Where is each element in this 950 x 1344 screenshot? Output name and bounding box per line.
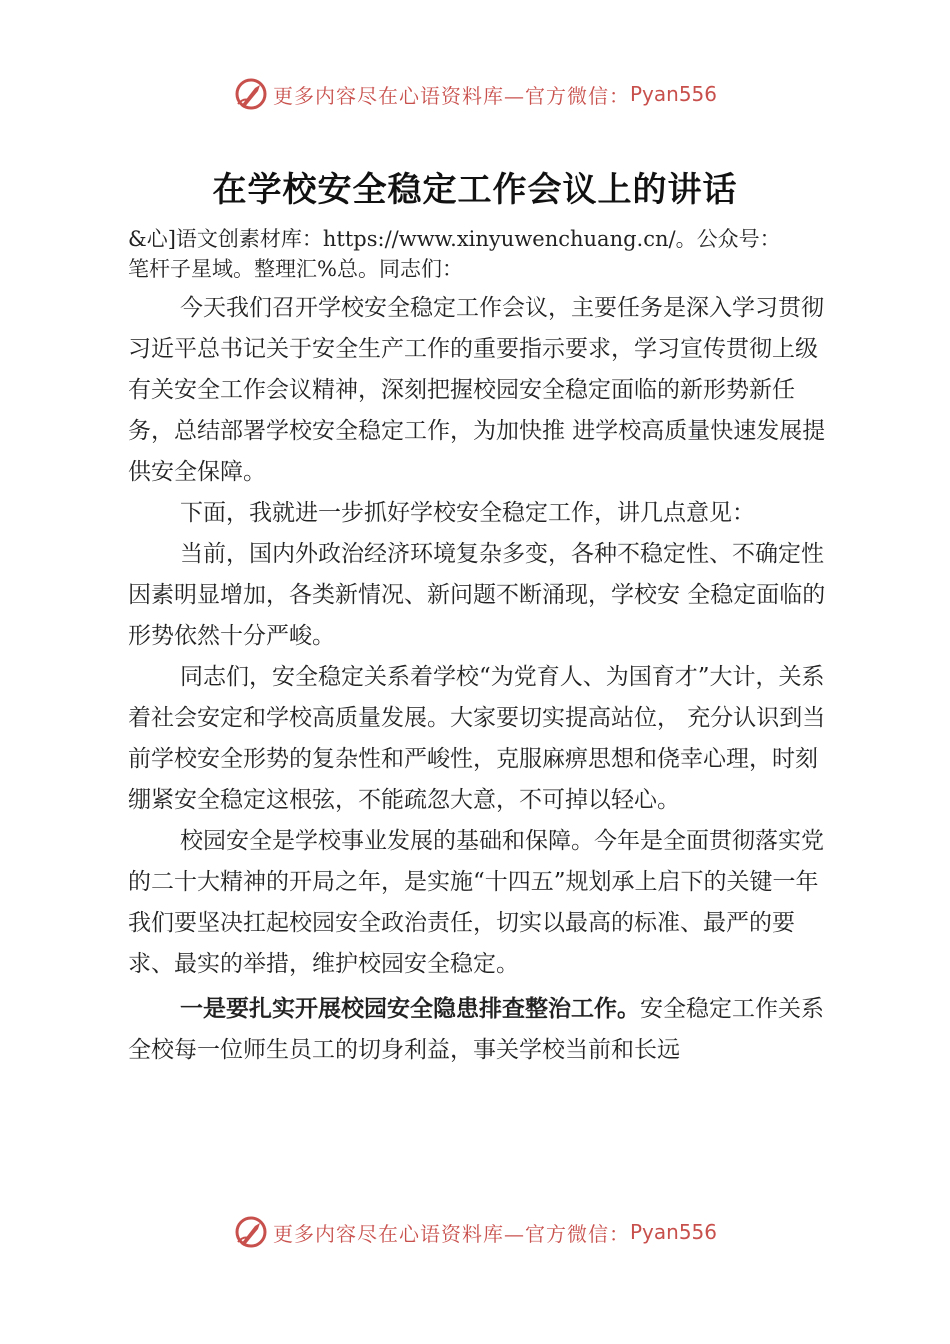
- paragraph: 下面，我就进一步抓好学校安全稳定工作，讲几点意见：: [180, 500, 755, 526]
- source-note: [128, 224, 868, 284]
- header-banner: [0, 72, 950, 116]
- header-wechat-id: Pyan556: [629, 82, 717, 106]
- pen-nib-logo-icon: [233, 76, 269, 112]
- footer-banner-text: 更多内容尽在心语资料库—官方微信：: [272, 1221, 630, 1246]
- paragraph: 同志们，安全稳定关系着学校“为党育人、为国育才”大计，关系着社会安定和学校高质量发展。大家要切实提高站位， 充分认识到当前学校安全形势的复杂性和严峻性，克服麻痹思想和侥幸心理，时刻绷紧安全稳定这根弦，不能疏忽大意，不可掉以轻心。: [128, 664, 826, 813]
- document-title: 在学校安全稳定工作会议上的讲话: [212, 170, 738, 210]
- paragraph: 今天我们召开学校安全稳定工作会议，主要任务是深入学习贯彻习近平总书记关于安全生产工作的重要指示要求，学习宣传贯彻上级有关安全工作会议精神，深刻把握校园安全稳定面临的新形势新任务，总结部署学校安全稳定工作，为加快推 进学校高质量快速发展提供安全保障。: [128, 295, 826, 485]
- point-one-paragraph: [128, 989, 828, 1071]
- paragraph: 校园安全是学校事业发展的基础和保障。今年是全面贯彻落实党的二十大精神的开局之年，是实施“十四五”规划承上启下的关键一年我们要坚决扛起校园安全政治责任，切实以最高的标准、最严的要求、最实的举措，维护校园安全稳定。: [128, 828, 824, 977]
- footer-banner: [0, 1210, 950, 1254]
- paragraph: 当前，国内外政治经济环境复杂多变，各种不稳定性、不确定性因素明显增加，各类新情况、新问题不断涌现，学校安 全稳定面临的形势依然十分严峻。: [128, 541, 826, 649]
- document-body: [128, 288, 828, 1071]
- pen-nib-logo-icon: [233, 1214, 269, 1250]
- point-one-heading: 一是要扎实开展校园安全隐患排查整治工作。: [180, 996, 640, 1022]
- header-banner-text: 更多内容尽在心语资料库—官方微信：: [272, 83, 630, 108]
- footer-wechat-id: Pyan556: [629, 1220, 717, 1244]
- point-one-text: 安全稳定工作关系全校每一位师生员工的切身利益，事关学校当前和长远: [128, 996, 824, 1063]
- source-line-2: 笔杆子星域。整理汇%总。同志们：: [128, 257, 463, 281]
- source-line-1: &心]语文创素材库：https://www.xinyuwenchuang.cn/。公众号：: [128, 227, 781, 251]
